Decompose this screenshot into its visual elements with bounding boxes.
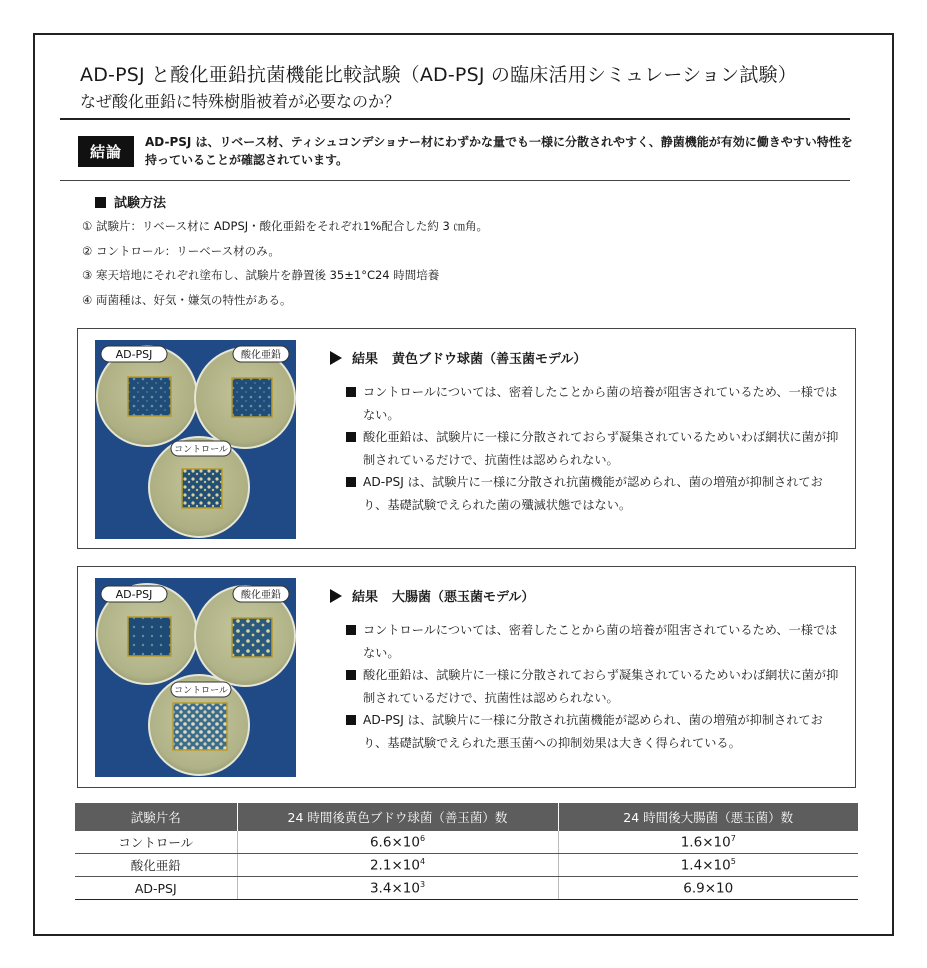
- results-table: [75, 803, 858, 900]
- conclusion-badge: 結論: [78, 136, 134, 167]
- count-mantissa: 3.4×10: [369, 880, 420, 897]
- triangle-bullet-icon: [330, 351, 342, 365]
- petri-dish-photo: [95, 340, 296, 539]
- result-heading: [330, 586, 534, 605]
- label-adpsj: AD-PSJ: [115, 588, 153, 601]
- specimen-zinc: [232, 378, 272, 417]
- result-item: 酸化亜鉛は、試験片に一様に分散されておらず凝集されているためいわば網状に菌が抑制されているだけで、抗菌性は認められない。: [346, 664, 846, 709]
- staph-count-cell: [237, 877, 558, 900]
- method-item: ② コントロール：リーベース材のみ。: [82, 243, 280, 258]
- specimen-control: [182, 469, 222, 508]
- conclusion-text: AD-PSJ は、リベース材、ティシュコンデショナー材にわずかな量でも一様に分散されやすく、静菌機能が有効に働きやすい特性を持っていることが確認されています。: [145, 135, 853, 167]
- count-mantissa: 1.6×10: [680, 834, 731, 851]
- result-item: AD-PSJ は、試験片に一様に分散され抗菌機能が認められ、菌の増殖が抑制されており、基礎試験でえられた悪玉菌への抑制効果は大きく得られている。: [346, 709, 846, 754]
- triangle-bullet-icon: [330, 589, 342, 603]
- header-divider: [60, 118, 850, 120]
- specimen-name-cell: コントロール: [75, 831, 237, 854]
- table-header-row: [75, 803, 858, 831]
- count-mantissa: 2.1×10: [369, 857, 420, 874]
- label-zinc: 酸化亜鉛: [241, 350, 281, 361]
- result-item: AD-PSJ は、試験片に一様に分散され抗菌機能が認められ、菌の増殖が抑制されており、基礎試験でえられた菌の殲滅状態ではない。: [346, 471, 846, 516]
- square-bullet-icon: [95, 197, 106, 208]
- ecoli-count-cell: [558, 831, 858, 854]
- count-exponent: 6: [419, 833, 426, 843]
- table-header-cell: 24 時間後大腸菌（悪玉菌）数: [558, 803, 858, 831]
- result-item: 酸化亜鉛は、試験片に一様に分散されておらず凝集されているためいわば網状に菌が抑制されているだけで、抗菌性は認められない。: [346, 426, 846, 471]
- result-label: 結果: [352, 352, 379, 367]
- staph-count-cell: [237, 854, 558, 877]
- count-exponent: 4: [419, 856, 426, 866]
- method-heading-text: 試験方法: [114, 196, 167, 211]
- specimen-name-cell: AD-PSJ: [75, 877, 237, 900]
- method-item: ④ 両菌種は、好気・嫌気の特性がある。: [82, 292, 292, 307]
- label-control: コントロール: [174, 445, 228, 455]
- table-row: [75, 854, 858, 877]
- result-item: コントロールについては、密着したことから菌の培養が阻害されているため、一様ではない。: [346, 619, 846, 664]
- count-exponent: 3: [419, 879, 426, 889]
- method-heading: [95, 192, 166, 211]
- count-exponent: 5: [730, 856, 736, 866]
- table-header-cell: 24 時間後黄色ブドウ球菌（善玉菌）数: [237, 803, 558, 831]
- label-zinc: 酸化亜鉛: [241, 590, 281, 601]
- result-panel-ecoli: [77, 566, 856, 788]
- ecoli-count-cell: [558, 877, 858, 900]
- page-title: AD-PSJ と酸化亜鉛抗菌機能比較試験（AD-PSJ の臨床活用シミュレーション試験）: [80, 64, 797, 86]
- ecoli-count-cell: [558, 854, 858, 877]
- result-list: [346, 619, 846, 754]
- table-row: [75, 831, 858, 854]
- method-item: ① 試験片：リベース材に ADPSJ・酸化亜鉛をそれぞれ1%配合した約 3 ㎝角。: [82, 219, 489, 233]
- result-title: 黄色ブドウ球菌（善玉菌モデル）: [392, 352, 587, 367]
- result-heading: [330, 348, 586, 367]
- conclusion-divider: [60, 180, 850, 181]
- result-item: コントロールについては、密着したことから菌の培養が阻害されているため、一様ではない。: [346, 381, 846, 426]
- result-title: 大腸菌（悪玉菌モデル）: [392, 590, 535, 605]
- page-subtitle: なぜ酸化亜鉛に特殊樹脂被着が必要なのか？: [80, 92, 401, 111]
- result-list: [346, 381, 846, 516]
- specimen-adpsj: [128, 617, 171, 656]
- petri-dish-photo: [95, 578, 296, 777]
- count-exponent: 7: [730, 833, 736, 843]
- label-control: コントロール: [174, 686, 228, 696]
- specimen-name-cell: 酸化亜鉛: [75, 854, 237, 877]
- petri-dish-illustration: [95, 578, 296, 777]
- petri-dish-illustration: [95, 340, 296, 539]
- specimen-zinc: [232, 618, 272, 657]
- label-adpsj: AD-PSJ: [115, 348, 153, 361]
- count-mantissa: 6.9×10: [683, 880, 734, 897]
- table-header-cell: 試験片名: [75, 803, 237, 831]
- specimen-control: [173, 703, 227, 750]
- method-item: ③ 寒天培地にそれぞれ塗布し、試験片を静置後 35±1°C24 時間培養: [82, 268, 440, 282]
- result-panel-staphylococcus: [77, 328, 856, 549]
- table-row: [75, 877, 858, 900]
- specimen-adpsj: [128, 377, 171, 416]
- staph-count-cell: [237, 831, 558, 854]
- method-list: [82, 217, 488, 315]
- result-label: 結果: [352, 590, 379, 605]
- count-mantissa: 1.4×10: [680, 857, 731, 874]
- count-mantissa: 6.6×10: [369, 834, 420, 851]
